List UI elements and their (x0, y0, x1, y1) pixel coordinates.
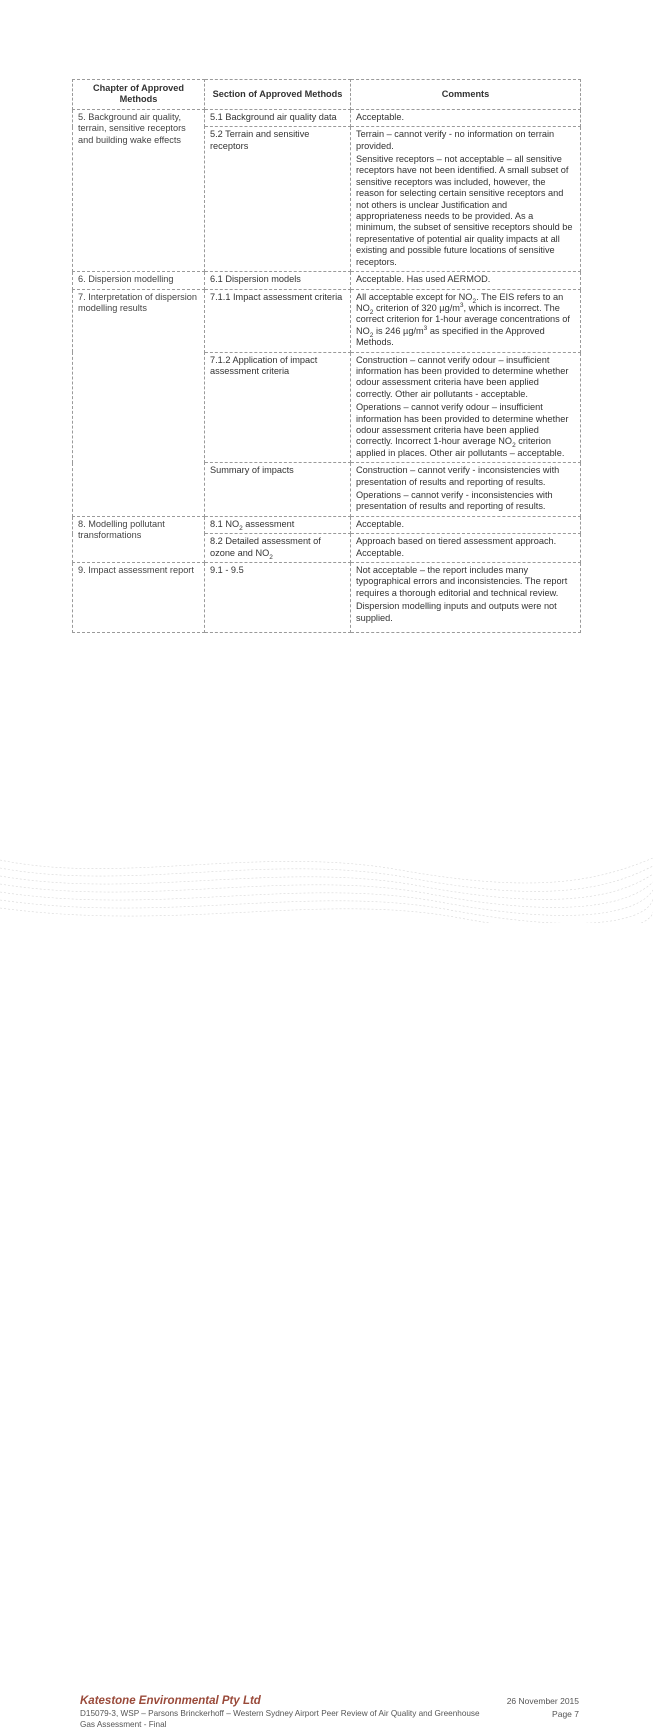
comment-text: Acceptable. (356, 111, 405, 122)
comment-text: Approach based on tiered assessment approach. Acceptable. (356, 536, 557, 558)
chapter-cell: 9. Impact assessment report (73, 563, 205, 633)
chapter-cell: 5. Background air quality, terrain, sensitive receptors and building wake effects (73, 109, 205, 271)
document-reference: D15079-3, WSP – Parsons Brinckerhoff – Western Sydney Airport Peer Review of Air Quality and Greenhouse Gas Assessment - Final (80, 1709, 480, 1729)
comment-text: Construction – cannot verify odour – insufficient information has been provided to determine whether odour assessment criteria have been applied correctly. Other air pollutants - acceptable. (356, 354, 569, 399)
section-cell: 7.1.1 Impact assessment criteria (205, 289, 351, 352)
comment-text: Acceptable. (356, 518, 405, 529)
comments-cell (351, 109, 581, 126)
table-row (73, 272, 581, 289)
table-header-row (73, 80, 581, 110)
comment-text: All acceptable except for $NO_2$. The EIS refers to an $NO_2$ criterion of 320 $\mu g/m^3$, which is incorrect. The correct criterion for 1-hour average concentrations of $NO_2$ is 246 $\mu g/m^3$ as specified in the Approved Methods. (356, 291, 570, 348)
company-name: Katestone Environmental Pty Ltd (80, 1695, 261, 1707)
section-cell: 8.1 $NO_2$ assessment (205, 516, 351, 533)
section-cell: 7.1.2 Application of impact assessment criteria (205, 352, 351, 463)
comments-cell (351, 516, 581, 533)
comments-cell (351, 352, 581, 463)
comments-cell (351, 563, 581, 633)
section-cell: Summary of impacts (205, 463, 351, 517)
comments-cell (351, 289, 581, 352)
section-cell: 8.2 Detailed assessment of ozone and $NO_2$ (205, 534, 351, 563)
chapter-cell: 7. Interpretation of dispersion modelling results (73, 289, 205, 516)
comment-text: Operations – cannot verify - inconsistencies with presentation of results and reporting of results. (356, 490, 553, 512)
comments-cell (351, 463, 581, 517)
comment-text: Dispersion modelling inputs and outputs were not supplied. (356, 601, 557, 623)
header-chapter: Chapter of Approved Methods (73, 80, 205, 110)
section-cell: 5.1 Background air quality data (205, 109, 351, 126)
comment-text: Sensitive receptors – not acceptable – all sensitive receptors have not been identified. A small subset of sensitive receptors was included, however, the reason for selecting certain sensitive receptors and not others is unclear Justification and appropriateness needs to be provided. As a minimum, the subset of sensitive receptors should be representative of potential air quality impacts at all existing and possible future locations of sensitive receptors. (356, 154, 573, 267)
comment-text: Acceptable. Has used AERMOD. (356, 274, 491, 285)
comment-text: Not acceptable – the report includes many typographical errors and inconsistencies. The report requires a thorough editorial and technical review. (356, 565, 568, 598)
comment-text: Operations – cannot verify odour – insufficient information has been provided to determine whether odour assessment criteria have been applied correctly. Incorrect 1-hour average $NO_2$ criterion applied in places. Other air pollutants – acceptable. (356, 402, 569, 458)
footer-wave-decoration (0, 840, 653, 923)
page-footer (0, 840, 653, 1729)
table-row (73, 109, 581, 126)
comments-cell (351, 127, 581, 272)
header-section: Section of Approved Methods (205, 80, 351, 110)
header-comments: Comments (351, 80, 581, 110)
page-number: Page 7 (552, 1709, 579, 1719)
section-cell: 6.1 Dispersion models (205, 272, 351, 289)
review-table (72, 79, 581, 633)
comments-cell (351, 534, 581, 563)
table-row (73, 516, 581, 533)
table-row (73, 563, 581, 633)
section-cell: 5.2 Terrain and sensitive receptors (205, 127, 351, 272)
comments-cell (351, 272, 581, 289)
chapter-cell: 6. Dispersion modelling (73, 272, 205, 289)
section-cell: 9.1 - 9.5 (205, 563, 351, 633)
comment-text: Construction – cannot verify - inconsistencies with presentation of results and reporting of results. (356, 465, 560, 487)
comment-text: Terrain – cannot verify - no information on terrain provided. (356, 129, 555, 151)
table-row (73, 289, 581, 352)
chapter-cell: 8. Modelling pollutant transformations (73, 516, 205, 562)
document-date: 26 November 2015 (506, 1696, 579, 1706)
